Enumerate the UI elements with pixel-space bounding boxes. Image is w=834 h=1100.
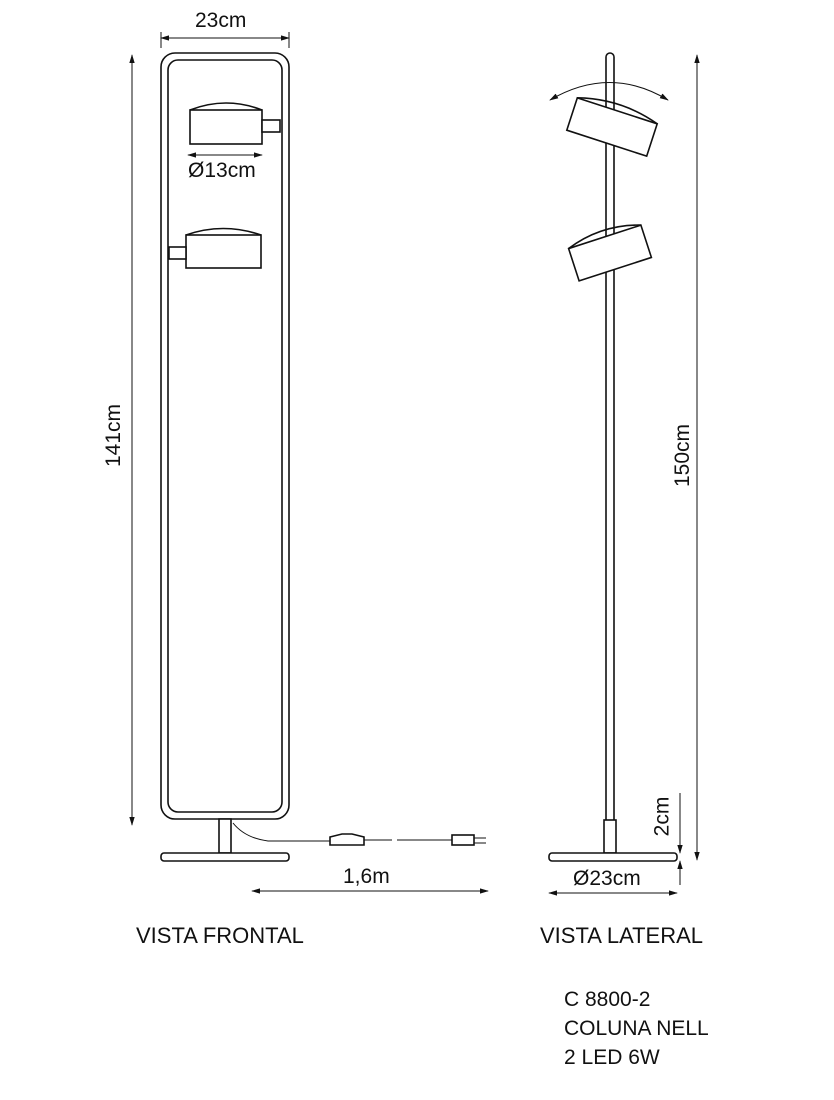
head-diameter-label: Ø13cm (188, 159, 256, 182)
side-height-label: 150cm (671, 423, 695, 488)
base-diameter-label: Ø23cm (573, 867, 641, 890)
side-view-lamp (549, 53, 677, 861)
front-height-label: 141cm (102, 403, 126, 468)
cable-length-label: 1,6m (343, 865, 390, 888)
front-view-caption: VISTA FRONTAL (136, 923, 304, 948)
front-width-label: 23cm (195, 9, 247, 32)
product-code: C 8800-2 (564, 988, 651, 1011)
product-power: 2 LED 6W (564, 1046, 660, 1069)
base-height-label: 2cm (650, 796, 674, 837)
product-spec-block (564, 985, 709, 1072)
front-dimensions (132, 32, 488, 891)
side-view-caption: VISTA LATERAL (540, 923, 704, 948)
product-name: COLUNA NELL (564, 1017, 709, 1040)
